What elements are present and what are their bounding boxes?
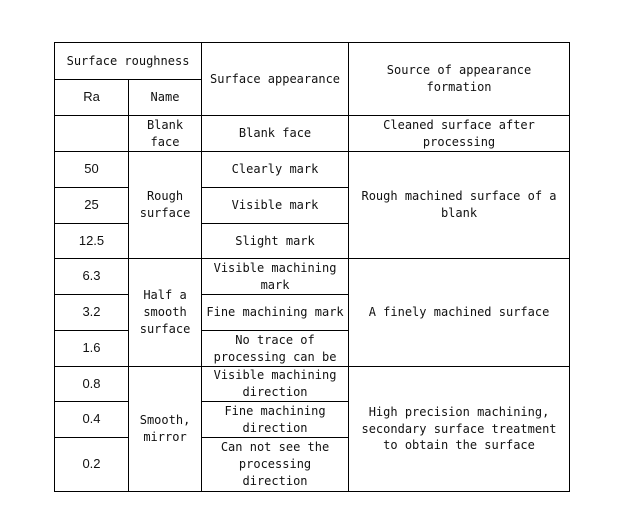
name-rough-surface: Rough surface — [129, 152, 202, 259]
ra-cell: 0.8 — [55, 367, 129, 402]
ra-cell: 0.2 — [55, 438, 129, 492]
ra-cell: 50 — [55, 152, 129, 188]
source-rough: Rough machined surface of a blank — [349, 152, 570, 259]
surface-roughness-table — [54, 42, 570, 492]
appearance-cell: Clearly mark — [202, 152, 349, 188]
name-smooth-mirror: Smooth, mirror — [129, 367, 202, 492]
table-row-blank — [55, 116, 570, 152]
appearance-visible-direction: Visible machining direction — [213, 368, 337, 399]
name-blank-face: Blank face — [146, 117, 184, 149]
name-half-smooth: Half a smooth surface — [129, 259, 202, 367]
name-cell — [129, 116, 202, 152]
appearance-cell: Blank face — [202, 116, 349, 152]
table-row — [55, 367, 570, 402]
header-source-of-appearance: Source of appearance formation — [349, 43, 570, 116]
ra-cell: 3.2 — [55, 295, 129, 331]
header-ra: Ra — [55, 80, 129, 116]
appearance-cell: Visible mark — [202, 188, 349, 224]
source-cell — [349, 116, 570, 152]
ra-cell: 12.5 — [55, 224, 129, 259]
ra-cell-empty — [55, 116, 129, 152]
appearance-cell: Can not see the processing direction — [202, 438, 349, 492]
appearance-cell — [202, 367, 349, 402]
ra-cell: 25 — [55, 188, 129, 224]
header-surface-roughness: Surface roughness — [55, 43, 202, 80]
header-name: Name — [129, 80, 202, 116]
source-high-precision: High precision machining, secondary surface treatment to obtain the surface — [349, 367, 570, 492]
source-finely-machined: A finely machined surface — [349, 259, 570, 367]
appearance-cell: Slight mark — [202, 224, 349, 259]
source-blank: Cleaned surface after processing — [383, 117, 535, 149]
appearance-cell: Fine machining mark — [202, 295, 349, 331]
appearance-visible-machining-mark: Visible machining mark — [213, 260, 337, 292]
appearance-cell — [202, 331, 349, 367]
appearance-cell: Fine machining direction — [202, 402, 349, 438]
table-row — [55, 152, 570, 188]
appearance-no-trace: No trace of processing can be — [213, 332, 337, 364]
table-row — [55, 259, 570, 295]
appearance-cell — [202, 259, 349, 295]
ra-cell: 6.3 — [55, 259, 129, 295]
header-row-1 — [55, 43, 570, 80]
header-surface-appearance: Surface appearance — [202, 43, 349, 116]
ra-cell: 0.4 — [55, 402, 129, 438]
ra-cell: 1.6 — [55, 331, 129, 367]
